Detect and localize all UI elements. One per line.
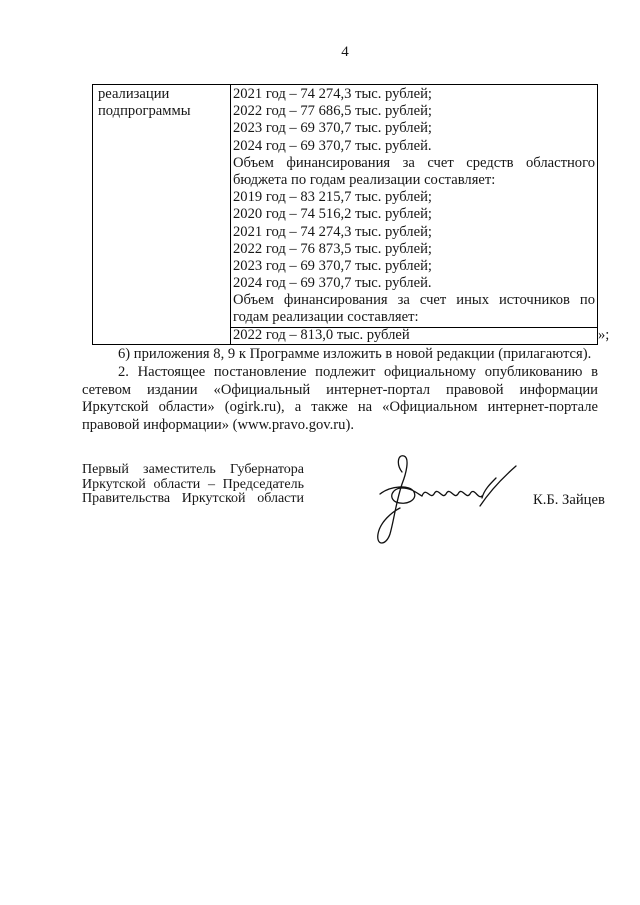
table-right-cell	[233, 86, 595, 344]
funding-heading-line: бюджета по годам реализации составляет:	[233, 171, 496, 188]
closing-quote-mark: »;	[598, 326, 610, 343]
signer-position-line: Правительства Иркутской области	[82, 492, 304, 506]
funding-line: 2020 год – 74 516,2 тыс. рублей;	[233, 206, 432, 223]
signature-stroke-final	[480, 466, 516, 506]
signer-position-line: Иркутской области – Председатель	[82, 477, 304, 492]
funding-line: 2024 год – 69 370,7 тыс. рублей.	[233, 137, 432, 154]
signer-position	[82, 463, 304, 507]
item-2-line: Иркутской области» (ogirk.ru), а также на «Официальном интернет-портале	[82, 399, 598, 416]
funding-heading-line: годам реализации составляет:	[233, 309, 419, 326]
left-cell-line: реализации	[98, 86, 170, 102]
funding-heading-line: Объем финансирования за счет средств областного	[233, 154, 595, 171]
funding-line: 2022 год – 76 873,5 тыс. рублей;	[233, 240, 432, 257]
funding-line: 2019 год – 83 215,7 тыс. рублей;	[233, 189, 432, 206]
body-paragraphs	[82, 346, 598, 435]
signer-position-line: Первый заместитель Губернатора	[82, 463, 304, 477]
page-number: 4	[341, 44, 349, 60]
funding-heading-line: Объем финансирования за счет иных источников по	[233, 292, 595, 309]
signer-name: К.Б. Зайцев	[533, 492, 605, 508]
funding-line: 2021 год – 74 274,3 тыс. рублей;	[233, 223, 432, 240]
item-2-line: 2. Настоящее постановление подлежит официальному опубликованию в	[118, 363, 598, 380]
item-2-line: сетевом издании «Официальный интернет-портал правовой информации	[82, 381, 598, 398]
table-left-cell	[98, 86, 226, 120]
left-cell-line: подпрограммы	[98, 103, 191, 120]
funding-line: 2022 год – 813,0 тыс. рублей	[233, 326, 410, 343]
item-6-text: 6) приложения 8, 9 к Программе изложить в новой редакции (прилагаются).	[118, 346, 592, 362]
funding-line: 2021 год – 74 274,3 тыс. рублей;	[233, 86, 432, 102]
signature-stroke-waves	[422, 491, 482, 496]
table-column-divider	[230, 84, 231, 345]
funding-line: 2023 год – 69 370,7 тыс. рублей;	[233, 257, 432, 274]
funding-line: 2022 год – 77 686,5 тыс. рублей;	[233, 103, 432, 120]
funding-line: 2023 год – 69 370,7 тыс. рублей;	[233, 120, 432, 137]
funding-line: 2024 год – 69 370,7 тыс. рублей.	[233, 275, 432, 292]
item-2-line: правовой информации» (www.pravo.gov.ru).	[82, 417, 354, 434]
handwritten-signature	[366, 450, 526, 550]
